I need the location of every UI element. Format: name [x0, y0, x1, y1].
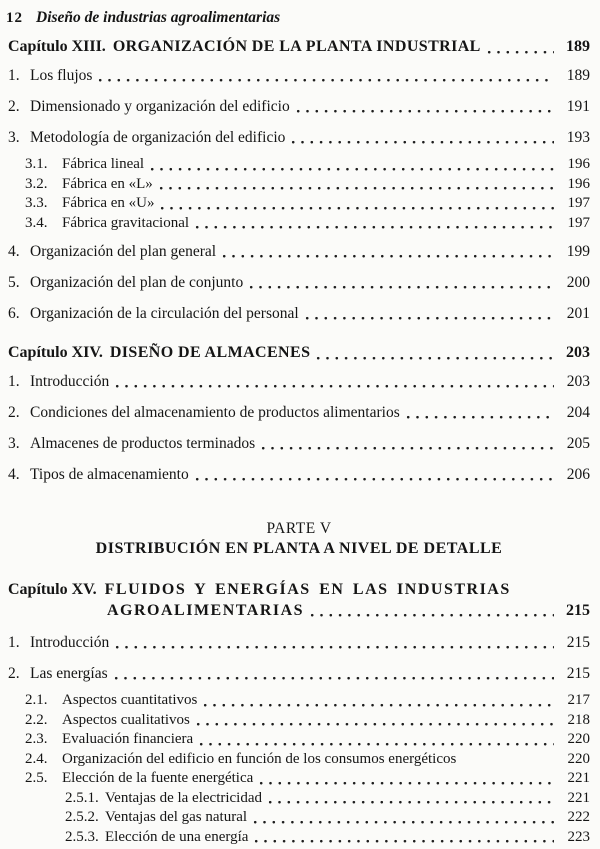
entry-page-number: 223 — [567, 828, 590, 845]
entry-title: DISEÑO DE ALMACENES — [109, 344, 311, 361]
entry-page-number: 197 — [567, 214, 590, 231]
entry-title: Condiciones del almacenamiento de productos alimentarios — [30, 404, 400, 421]
entry-number: 2.5.3. — [65, 828, 99, 845]
dot-leader — [259, 781, 554, 786]
entry-title: Elección de una energía — [105, 828, 249, 845]
entry-number: 3. — [8, 435, 20, 452]
entry-number: Capítulo XIV. — [8, 344, 103, 361]
entry-page-number: 197 — [567, 195, 590, 211]
entry-title: Dimensionado y organización del edificio — [30, 98, 290, 115]
dot-leader — [115, 384, 554, 389]
entry-title: Metodología de organización del edificio — [30, 129, 286, 146]
entry-page-number: 196 — [567, 175, 590, 192]
entry-title: Organización del plan de conjunto — [30, 274, 244, 291]
toc-entry — [8, 789, 590, 809]
dot-leader — [254, 839, 554, 844]
dot-leader — [310, 613, 554, 618]
toc-entry — [8, 691, 590, 711]
entry-number: 2.3. — [25, 731, 48, 747]
entry-title: Evaluación financiera — [62, 731, 194, 747]
entry-number: 6. — [8, 305, 20, 322]
entry-title: Organización de la circulación del personal — [30, 305, 299, 322]
dot-leader — [462, 761, 554, 766]
toc-entry — [8, 434, 590, 454]
toc-entry — [8, 97, 590, 117]
entry-page-number: 203 — [566, 344, 590, 361]
entry-number: 2. — [8, 404, 20, 421]
toc-entry — [8, 342, 590, 364]
dot-leader — [150, 167, 554, 172]
dot-leader — [222, 254, 554, 259]
toc-entry — [8, 66, 590, 86]
entry-number: 1. — [8, 67, 20, 84]
dot-leader — [159, 186, 554, 191]
entry-page-number: 220 — [567, 731, 590, 747]
entry-number: 2. — [8, 98, 20, 115]
dot-leader — [268, 800, 554, 805]
entry-title: Almacenes de productos terminados — [30, 435, 256, 452]
entry-number: 4. — [8, 466, 20, 483]
dot-leader — [115, 645, 554, 650]
entry-page-number: 199 — [566, 243, 590, 260]
page-number: 12 — [6, 10, 23, 26]
dot-leader — [195, 477, 554, 482]
entry-page-number: 203 — [566, 373, 590, 390]
toc-entry — [8, 730, 590, 750]
entry-title: Elección de la fuente energética — [62, 770, 254, 786]
toc-entry — [8, 465, 590, 485]
entry-page-number: 222 — [567, 809, 590, 825]
entry-page-number: 201 — [566, 305, 590, 322]
entry-title-line1: FLUIDOS Y ENERGÍAS EN LAS INDUSTRIAS — [104, 581, 511, 598]
entry-page-number: 218 — [567, 711, 590, 728]
entry-number: 2.2. — [25, 711, 48, 728]
toc-entry — [8, 750, 590, 770]
toc-entry — [8, 633, 590, 653]
entry-page-number: 215 — [566, 602, 590, 619]
toc-entry — [8, 808, 590, 828]
toc-entry — [8, 128, 590, 148]
entry-page-number: 193 — [566, 129, 590, 146]
entry-title: Organización del plan general — [30, 243, 217, 260]
entry-title: ORGANIZACIÓN DE LA PLANTA INDUSTRIAL — [112, 38, 481, 55]
toc-entry-chapter — [8, 579, 590, 621]
dot-leader — [160, 206, 554, 211]
entry-title: Introducción — [30, 373, 110, 390]
entry-title: Organización del edificio en función de los consumos energéticos — [62, 750, 457, 767]
toc — [8, 36, 590, 847]
entry-title: Las energías — [30, 665, 108, 682]
entry-title: Fábrica lineal — [62, 156, 145, 172]
entry-number: 3.1. — [25, 156, 48, 172]
toc-entry — [8, 403, 590, 423]
entry-title: Aspectos cualitativos — [62, 711, 190, 728]
entry-number: 3.3. — [25, 195, 48, 211]
entry-number: 4. — [8, 243, 20, 260]
running-title: Diseño de industrias agroalimentarias — [36, 9, 281, 26]
entry-number: 2.5. — [25, 770, 48, 786]
entry-number: 1. — [8, 634, 20, 651]
entry-title: Tipos de almacenamiento — [30, 466, 189, 483]
dot-leader — [261, 446, 554, 451]
dot-leader — [114, 676, 554, 681]
dot-leader — [406, 415, 554, 420]
entry-number: 3.2. — [25, 175, 48, 192]
entry-number: 2.5.2. — [65, 809, 99, 825]
entry-title: Ventajas del gas natural — [105, 809, 248, 825]
dot-leader — [195, 225, 554, 230]
entry-page-number: 215 — [566, 665, 590, 682]
toc-entry — [8, 242, 590, 262]
toc-entry — [8, 664, 590, 684]
part-title: DISTRIBUCIÓN EN PLANTA A NIVEL DE DETALLE — [95, 540, 503, 557]
entry-number: 2.4. — [25, 750, 48, 767]
entry-title: Aspectos cuantitativos — [62, 692, 198, 708]
entry-page-number: 204 — [566, 404, 590, 421]
entry-number: 2.1. — [25, 692, 48, 708]
entry-number: Capítulo XIII. — [8, 38, 106, 55]
toc-entry — [8, 273, 590, 293]
entry-title: Fábrica gravitacional — [62, 214, 190, 231]
entry-title: Introducción — [30, 634, 110, 651]
entry-page-number: 215 — [566, 634, 590, 651]
toc-entry — [8, 36, 590, 58]
toc-entry — [8, 372, 590, 392]
entry-page-number: 205 — [566, 435, 590, 452]
entry-number: 3. — [8, 129, 20, 146]
dot-leader — [249, 285, 554, 290]
dot-leader — [296, 109, 554, 114]
entry-page-number: 189 — [566, 38, 590, 55]
toc-entry — [8, 175, 590, 195]
dot-leader — [487, 50, 554, 55]
toc-entry — [8, 828, 590, 848]
dot-leader — [196, 722, 554, 727]
entry-number: 2. — [8, 665, 20, 682]
dot-leader — [253, 820, 554, 825]
part-label: PARTE V — [266, 520, 332, 537]
entry-page-number: 200 — [566, 274, 590, 291]
entry-number: 2.5.1. — [65, 789, 99, 806]
entry-page-number: 189 — [566, 67, 590, 84]
dot-leader — [203, 703, 554, 708]
entry-number: 1. — [8, 373, 20, 390]
part-heading — [8, 519, 590, 559]
entry-title: Ventajas de la electricidad — [105, 789, 263, 806]
entry-page-number: 196 — [567, 156, 590, 172]
dot-leader — [291, 140, 554, 145]
entry-number: Capítulo XV. — [8, 581, 97, 598]
toc-entry — [8, 194, 590, 214]
dot-leader — [98, 78, 554, 83]
entry-title: Los flujos — [30, 67, 93, 84]
entry-page-number: 217 — [567, 692, 590, 708]
toc-entry — [8, 711, 590, 731]
entry-page-number: 206 — [566, 466, 590, 483]
dot-leader — [199, 742, 554, 747]
dot-leader — [305, 316, 554, 321]
toc-entry — [8, 214, 590, 234]
running-header — [8, 8, 590, 28]
dot-leader — [316, 356, 554, 361]
entry-title: Fábrica en «L» — [62, 175, 153, 192]
toc-entry — [8, 304, 590, 324]
entry-number: 5. — [8, 274, 20, 291]
entry-title-line2: AGROALIMENTARIAS — [107, 602, 305, 619]
entry-page-number: 221 — [567, 789, 590, 806]
entry-page-number: 191 — [566, 98, 590, 115]
toc-entry — [8, 155, 590, 175]
toc-entry — [8, 769, 590, 789]
entry-title: Fábrica en «U» — [62, 195, 155, 211]
entry-number: 3.4. — [25, 214, 48, 231]
entry-page-number: 221 — [567, 770, 590, 786]
entry-page-number: 220 — [567, 750, 590, 767]
